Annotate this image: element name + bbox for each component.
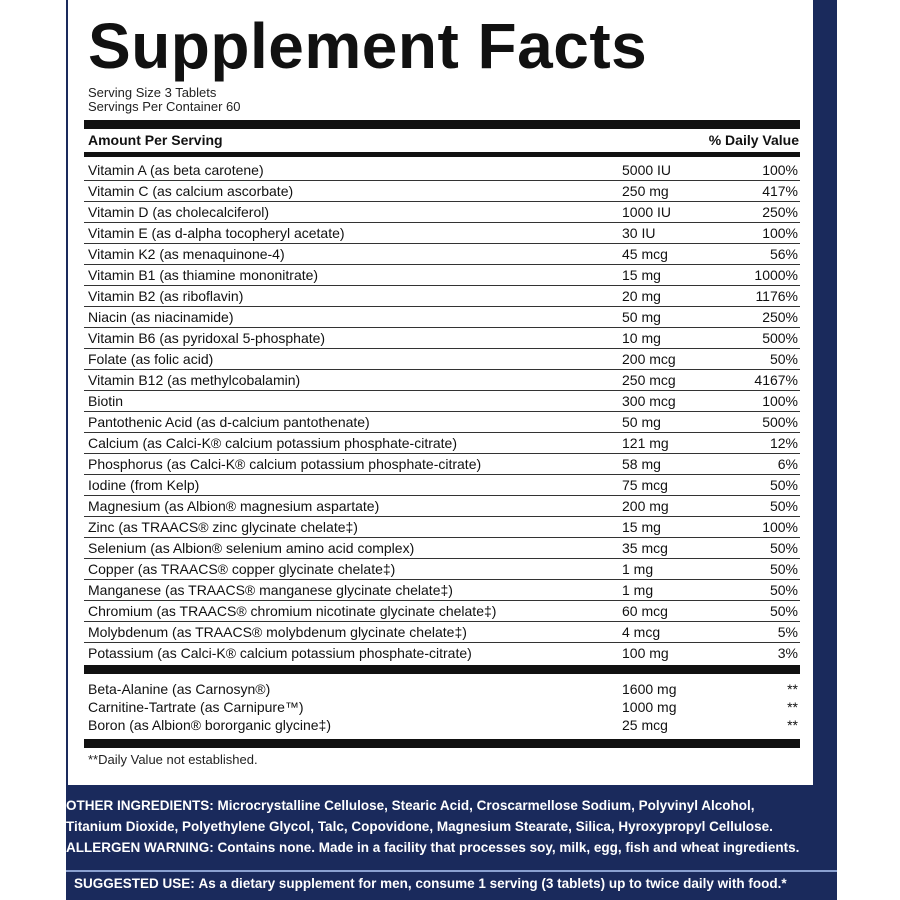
row-amount: 300 mcg [622, 393, 676, 409]
nutrient-row [84, 517, 800, 538]
suggested-use-text: As a dietary supplement for men, consume 1 serving (3 tablets) up to twice daily with food.* [198, 876, 787, 891]
row-amount: 25 mcg [622, 717, 668, 733]
row-daily-value: 56% [769, 246, 798, 262]
nutrient-row [84, 454, 800, 475]
nutrient-row [84, 391, 800, 412]
allergen-text: Contains none. Made in a facility that processes soy, milk, egg, fish and wheat ingredients. [217, 840, 800, 855]
row-amount: 1000 IU [622, 204, 672, 220]
row-amount: 1600 mg [622, 681, 677, 697]
nutrient-row [84, 286, 800, 307]
row-amount: 121 mg [622, 435, 669, 451]
row-name: Phosphorus (as Calci-K® calcium potassium phosphate-citrate) [88, 456, 482, 472]
row-amount: 58 mg [622, 456, 661, 472]
nutrient-row [84, 412, 800, 433]
nutrient-row [84, 244, 800, 265]
suggested-use-label: SUGGESTED USE: [74, 876, 195, 891]
row-name: Copper (as TRAACS® copper glycinate chelate‡) [88, 561, 396, 577]
row-daily-value: 100% [762, 519, 798, 535]
panel-title: Supplement Facts [88, 10, 648, 82]
row-amount: 4 mcg [622, 624, 661, 640]
nutrient-row [84, 202, 800, 223]
allergen-label: ALLERGEN WARNING: [66, 840, 214, 855]
right-navy-edge [813, 0, 837, 785]
row-name: Boron (as Albion® bororganic glycine‡) [88, 717, 332, 733]
row-amount: 10 mg [622, 330, 661, 346]
row-daily-value: 4167% [754, 372, 798, 388]
row-amount: 50 mg [622, 414, 661, 430]
allergen-warning [66, 837, 837, 858]
row-daily-value: ** [787, 717, 798, 733]
row-name: Vitamin K2 (as menaquinone-4) [88, 246, 285, 262]
daily-value-header: % Daily Value [708, 132, 799, 148]
row-daily-value: 6% [777, 456, 798, 472]
row-daily-value: 50% [769, 477, 798, 493]
row-name: Folate (as folic acid) [88, 351, 214, 367]
row-name: Manganese (as TRAACS® manganese glycinate chelate‡) [88, 582, 453, 598]
nutrient-row [84, 349, 800, 370]
nutrient-row [84, 160, 800, 181]
row-amount: 1 mg [622, 561, 654, 577]
row-amount: 20 mg [622, 288, 661, 304]
other-ingredients-text1: Microcrystalline Cellulose, Stearic Acid, Croscarmellose Sodium, Polyvinyl Alcohol, [217, 798, 755, 813]
row-amount: 1 mg [622, 582, 654, 598]
nutrient-row [84, 580, 800, 601]
row-name: Niacin (as niacinamide) [88, 309, 234, 325]
row-daily-value: 100% [762, 225, 798, 241]
serving-size: Serving Size 3 Tablets [88, 85, 217, 100]
thick-rule-top [84, 120, 800, 129]
row-name: Vitamin E (as d-alpha tocopheryl acetate) [88, 225, 345, 241]
row-amount: 60 mcg [622, 603, 668, 619]
nutrient-row [84, 307, 800, 328]
other-ingredients-label: OTHER INGREDIENTS: [66, 798, 214, 813]
nutrient-row [84, 601, 800, 622]
row-daily-value: ** [787, 699, 798, 715]
nutrient-row [84, 538, 800, 559]
row-name: Vitamin C (as calcium ascorbate) [88, 183, 294, 199]
row-name: Vitamin B12 (as methylcobalamin) [88, 372, 301, 388]
row-daily-value: 417% [762, 183, 798, 199]
nutrient-row [84, 475, 800, 496]
thick-rule-middle [84, 665, 800, 674]
row-name: Selenium (as Albion® selenium amino acid complex) [88, 540, 415, 556]
row-name: Vitamin D (as cholecalciferol) [88, 204, 270, 220]
row-name: Calcium (as Calci-K® calcium potassium phosphate-citrate) [88, 435, 457, 451]
suggested-use [74, 876, 787, 891]
nutrient-row [84, 622, 800, 643]
row-name: Carnitine-Tartrate (as Carnipure™) [88, 699, 304, 715]
row-daily-value: ** [787, 681, 798, 697]
row-name: Pantothenic Acid (as d-calcium pantothenate) [88, 414, 370, 430]
row-daily-value: 50% [769, 582, 798, 598]
row-amount: 15 mg [622, 267, 661, 283]
row-amount: 250 mg [622, 183, 669, 199]
row-daily-value: 500% [762, 330, 798, 346]
row-amount: 15 mg [622, 519, 661, 535]
row-daily-value: 50% [769, 498, 798, 514]
row-amount: 45 mcg [622, 246, 668, 262]
row-daily-value: 250% [762, 309, 798, 325]
other-ingredients-text2: Titanium Dioxide, Polyethylene Glycol, Talc, Copovidone, Magnesium Stearate, Silica, Hyroxypropyl Cellulose. [66, 819, 773, 834]
row-amount: 5000 IU [622, 162, 672, 178]
row-name: Iodine (from Kelp) [88, 477, 200, 493]
row-daily-value: 500% [762, 414, 798, 430]
other-ingredients-line2 [66, 816, 837, 837]
nutrient-row [84, 328, 800, 349]
right-margin [837, 0, 900, 900]
thick-rule-bottom [84, 739, 800, 748]
row-name: Vitamin B6 (as pyridoxal 5-phosphate) [88, 330, 326, 346]
nutrient-row [84, 370, 800, 391]
row-amount: 75 mcg [622, 477, 668, 493]
row-amount: 250 mcg [622, 372, 676, 388]
row-name: Vitamin B2 (as riboflavin) [88, 288, 244, 304]
row-amount: 200 mg [622, 498, 669, 514]
daily-value-footnote: **Daily Value not established. [88, 752, 258, 767]
row-daily-value: 12% [769, 435, 798, 451]
row-daily-value: 100% [762, 393, 798, 409]
nutrient-row [84, 181, 800, 202]
nutrient-row [84, 265, 800, 286]
row-amount: 35 mcg [622, 540, 668, 556]
nutrient-row [84, 433, 800, 454]
row-name: Biotin [88, 393, 124, 409]
row-daily-value: 50% [769, 603, 798, 619]
row-name: Beta-Alanine (as Carnosyn®) [88, 681, 271, 697]
row-daily-value: 1000% [754, 267, 798, 283]
servings-per-container: Servings Per Container 60 [88, 99, 241, 114]
row-name: Zinc (as TRAACS® zinc glycinate chelate‡) [88, 519, 358, 535]
row-name: Vitamin B1 (as thiamine mononitrate) [88, 267, 319, 283]
row-name: Chromium (as TRAACS® chromium nicotinate glycinate chelate‡) [88, 603, 497, 619]
row-daily-value: 1176% [755, 288, 798, 304]
row-daily-value: 50% [769, 540, 798, 556]
row-amount: 1000 mg [622, 699, 677, 715]
row-daily-value: 250% [762, 204, 798, 220]
row-name: Magnesium (as Albion® magnesium aspartate) [88, 498, 380, 514]
row-name: Potassium (as Calci-K® calcium potassium phosphate-citrate) [88, 645, 472, 661]
row-name: Vitamin A (as beta carotene) [88, 162, 264, 178]
row-amount: 30 IU [622, 225, 656, 241]
row-daily-value: 100% [762, 162, 798, 178]
row-daily-value: 3% [777, 645, 798, 661]
row-daily-value: 5% [777, 624, 798, 640]
row-name: Molybdenum (as TRAACS® molybdenum glycinate chelate‡) [88, 624, 467, 640]
rule-under-header [84, 152, 800, 157]
row-amount: 100 mg [622, 645, 669, 661]
nutrient-row [84, 559, 800, 580]
nutrient-row [84, 643, 800, 664]
nutrient-row [84, 496, 800, 517]
other-row [84, 715, 800, 736]
left-margin [0, 0, 66, 785]
other-ingredients-line1 [66, 795, 837, 816]
row-amount: 50 mg [622, 309, 661, 325]
row-amount: 200 mcg [622, 351, 676, 367]
nutrient-row [84, 223, 800, 244]
row-daily-value: 50% [769, 561, 798, 577]
amount-per-serving-header: Amount Per Serving [88, 132, 223, 148]
row-daily-value: 50% [769, 351, 798, 367]
